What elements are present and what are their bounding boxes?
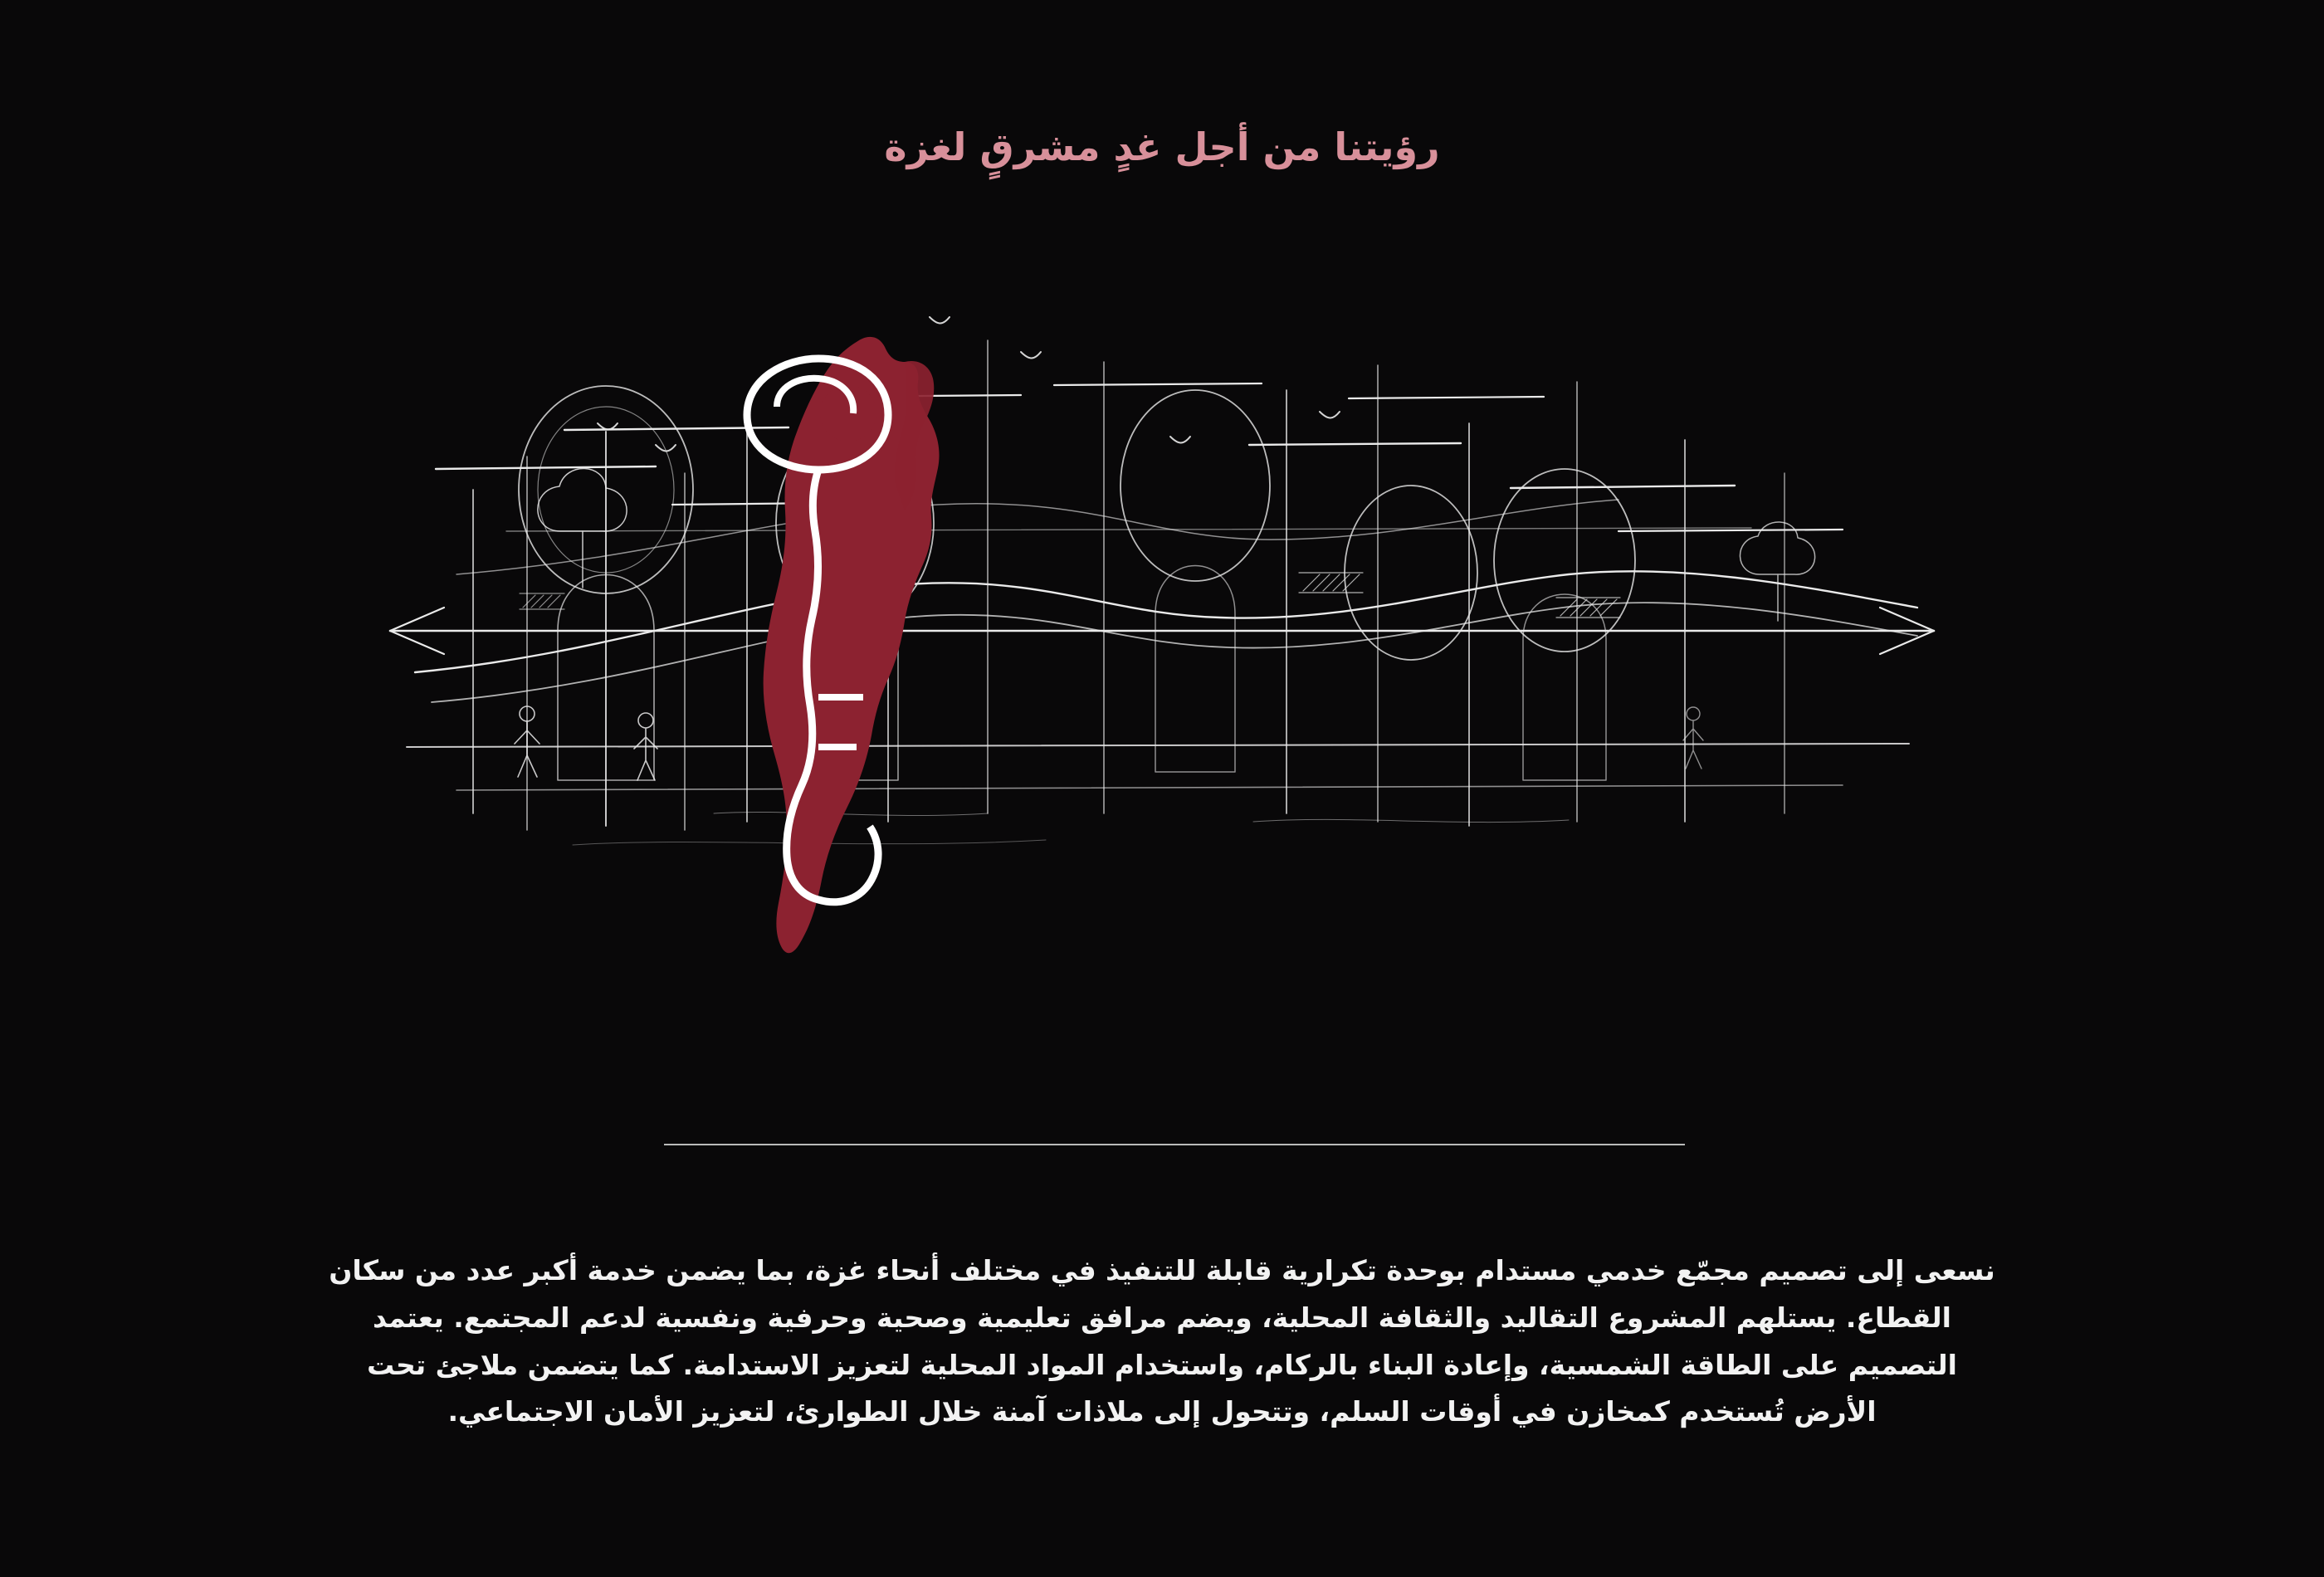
bird-3 bbox=[1170, 437, 1190, 443]
dome-3 bbox=[1120, 390, 1270, 581]
description-paragraph: نسعى إلى تصميم مجمّع خدمي مستدام بوحدة تكرارية قابلة للتنفيذ في مختلف أنحاء غزة، بما يضمن خدمة أكبر عدد من سكان القطاع. يستلهم المشروع التقاليد والثقافة المحلية، ويضم مرافق تعليمية وصحية وحرفية ونفسية لدعم المجتمع. يعتمد التصميم على الطاقة الشمسية، وإعادة البناء بالركام، واستخدام المواد المحلية لتعزيز الاستدامة. كما يتضمن ملاجئ تحت الأرض تُستخدم كمخازن في أوقات السلم، وتتحول إلى ملاذات آمنة خلال الطوارئ، لتعزيز الأمان الاجتماعي. bbox=[329, 1254, 1995, 1428]
arch-3 bbox=[1155, 566, 1235, 773]
title-container bbox=[0, 124, 2324, 169]
page-title: رؤيتنا من أجل غدٍ مشرقٍ لغزة bbox=[884, 124, 1440, 169]
terrain-line-3 bbox=[456, 500, 1618, 574]
artwork-sketch bbox=[357, 282, 1967, 1154]
tree-2 bbox=[1740, 522, 1814, 621]
platform-line-2 bbox=[456, 785, 1843, 790]
dome-5 bbox=[1494, 469, 1635, 652]
arch-4 bbox=[1523, 594, 1606, 780]
hatch-group-4 bbox=[520, 593, 564, 609]
section-divider bbox=[664, 1144, 1685, 1145]
beam-6 bbox=[1249, 443, 1461, 445]
scribble-2 bbox=[1253, 819, 1569, 822]
bird-4 bbox=[1320, 412, 1340, 418]
scribble-1 bbox=[714, 812, 988, 815]
dome-4 bbox=[1345, 486, 1477, 660]
hatch-group-2 bbox=[1299, 573, 1363, 593]
terrain-line-1 bbox=[415, 571, 1917, 672]
beam-9 bbox=[1618, 530, 1843, 531]
beam-5 bbox=[1054, 383, 1262, 385]
beam-8 bbox=[1511, 486, 1735, 488]
sketch-svg bbox=[357, 282, 1967, 1154]
bird-2 bbox=[1021, 352, 1041, 359]
bird-1 bbox=[930, 317, 950, 324]
description-container bbox=[324, 1220, 2000, 1463]
figure-3 bbox=[1683, 707, 1703, 769]
beam-1 bbox=[436, 466, 656, 469]
platform-line-1 bbox=[407, 744, 1909, 747]
